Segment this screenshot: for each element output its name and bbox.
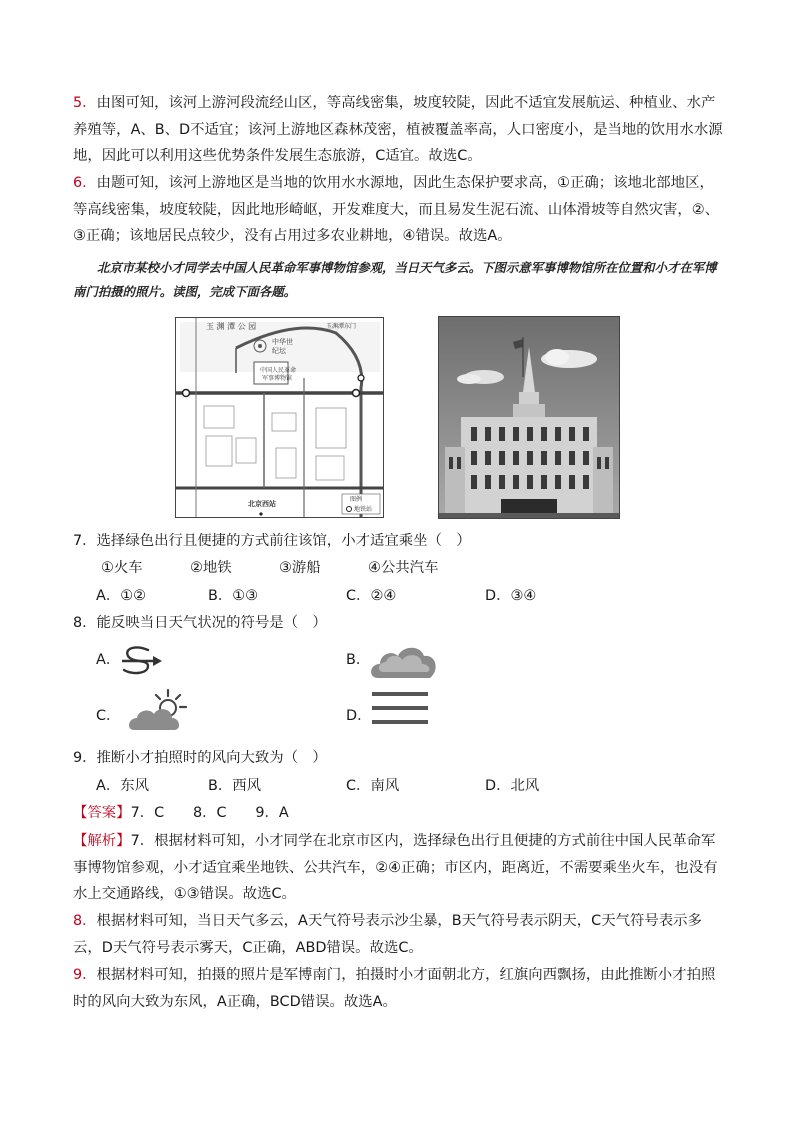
museum-location-map xyxy=(175,317,384,518)
q8-stem: 8．能反映当日天气状况的符号是（ ） xyxy=(73,615,327,631)
q7-stem: 7．选择绿色出行且便捷的方式前往该馆，小才适宜乘坐（ ） xyxy=(73,533,471,549)
q7-option-b[interactable]: B．①③ xyxy=(208,588,259,604)
fog-symbol-icon xyxy=(372,690,428,726)
analysis-q9-text: 根据材料可知，拍摄的照片是军博南门，拍摄时小才面朝北方，红旗向西飘扬，由此推断小才拍照时的风向大致为东风，A正确，BCD错误。故选A。 xyxy=(73,967,716,1010)
photo-drawing xyxy=(439,317,619,518)
q6-number: 6． xyxy=(73,175,97,191)
map-label-station: 北京西站 xyxy=(248,500,276,508)
analysis-q8-text: 根据材料可知，当日天气多云，A天气符号表示沙尘暴，B天气符号表示阴天，C天气符号表示多云，D天气符号表示雾天，C正确，ABD错误。故选C。 xyxy=(73,913,702,956)
q8-option-b[interactable]: B． xyxy=(346,652,371,668)
analysis-q9 xyxy=(73,962,725,1015)
q7-option-a[interactable]: A．①② xyxy=(96,588,147,604)
map-label-museum-2: 军事博物馆 xyxy=(262,375,293,382)
museum-gate-photo xyxy=(438,316,620,519)
q5-number: 5． xyxy=(73,95,97,111)
answer-text: 7．C 8．C 9．A xyxy=(130,805,289,821)
answer-label: 【答案】 xyxy=(73,805,131,821)
analysis-q7 xyxy=(73,828,725,908)
q9-option-c[interactable]: C．南风 xyxy=(346,778,400,794)
q8-option-c[interactable]: C． xyxy=(96,708,121,724)
overcast-cloud-icon xyxy=(370,642,438,680)
sandstorm-symbol-icon xyxy=(118,644,164,678)
analysis-q8-number: 8． xyxy=(73,913,97,929)
q8-option-d[interactable]: D． xyxy=(346,708,372,724)
q5-analysis xyxy=(73,90,725,170)
analysis-q8 xyxy=(73,908,725,961)
q7-option-c[interactable]: C．②④ xyxy=(346,588,397,604)
map-label-monument-2: 纪坛 xyxy=(272,347,286,355)
analysis-q7-text: 7．根据材料可知，小才同学在北京市区内，选择绿色出行且便捷的方式前往中国人民革命军事博物馆参观，小才适宜乘坐地铁、公共汽车，②④正确；市区内，距离近，不需要乘坐火车，也没有水上交通路线，①③错误。故选C。 xyxy=(73,833,718,902)
q9-option-d[interactable]: D．北风 xyxy=(485,778,540,794)
map-label-monument-1: 中华世 xyxy=(272,338,293,346)
map-legend-metro: 地铁站 xyxy=(354,506,373,513)
answer-line xyxy=(73,802,289,824)
material-intro: 北京市某校小才同学去中国人民革命军事博物馆参观，当日天气多云。下图示意军事博物馆所在位置和小才在军博南门拍摄的照片。读图，完成下面各题。 xyxy=(73,260,717,299)
analysis-label: 【解析】 xyxy=(73,833,131,849)
q9-option-a[interactable]: A．东风 xyxy=(96,778,150,794)
q7-item-1: ①火车 xyxy=(101,560,143,576)
analysis-q9-number: 9． xyxy=(73,967,97,983)
partly-cloudy-icon xyxy=(128,688,192,732)
q6-text: 由题可知，该河上游地区是当地的饮用水水源地，因此生态保护要求高，①正确；该地北部地区，等高线密集，坡度较陡，因此地形崎岖，开发难度大，而且易发生泥石流、山体滑坡等自然灾害，②、③正确；该地居民点较少，没有占用过多农业耕地，④错误。故选A。 xyxy=(73,175,720,244)
map-label-park: 玉 渊 潭 公 园 xyxy=(206,322,257,331)
q7-option-d[interactable]: D．③④ xyxy=(485,588,537,604)
q6-analysis xyxy=(73,170,725,250)
q5-text: 由图可知，该河上游河段流经山区，等高线密集，坡度较陡，因此不适宜发展航运、种植业、水产养殖等，A、B、D不适宜；该河上游地区森林茂密，植被覆盖率高，人口密度小，是当地的饮用水水源地，因此可以利用这些优势条件发展生态旅游，C适宜。故选C。 xyxy=(73,95,723,164)
q8-option-a[interactable]: A． xyxy=(96,652,121,668)
q7-item-4: ④公共汽车 xyxy=(368,560,439,576)
q7-item-2: ②地铁 xyxy=(190,560,232,576)
map-label-east-gate: 玉渊潭东门 xyxy=(326,323,357,330)
q7-item-3: ③游船 xyxy=(279,560,321,576)
q9-option-b[interactable]: B．西风 xyxy=(208,778,262,794)
q9-stem: 9．推断小才拍照时的风向大致为（ ） xyxy=(73,750,327,766)
map-label-museum-1: 中国人民革命 xyxy=(260,367,297,374)
map-legend-title: 图例 xyxy=(350,496,363,503)
